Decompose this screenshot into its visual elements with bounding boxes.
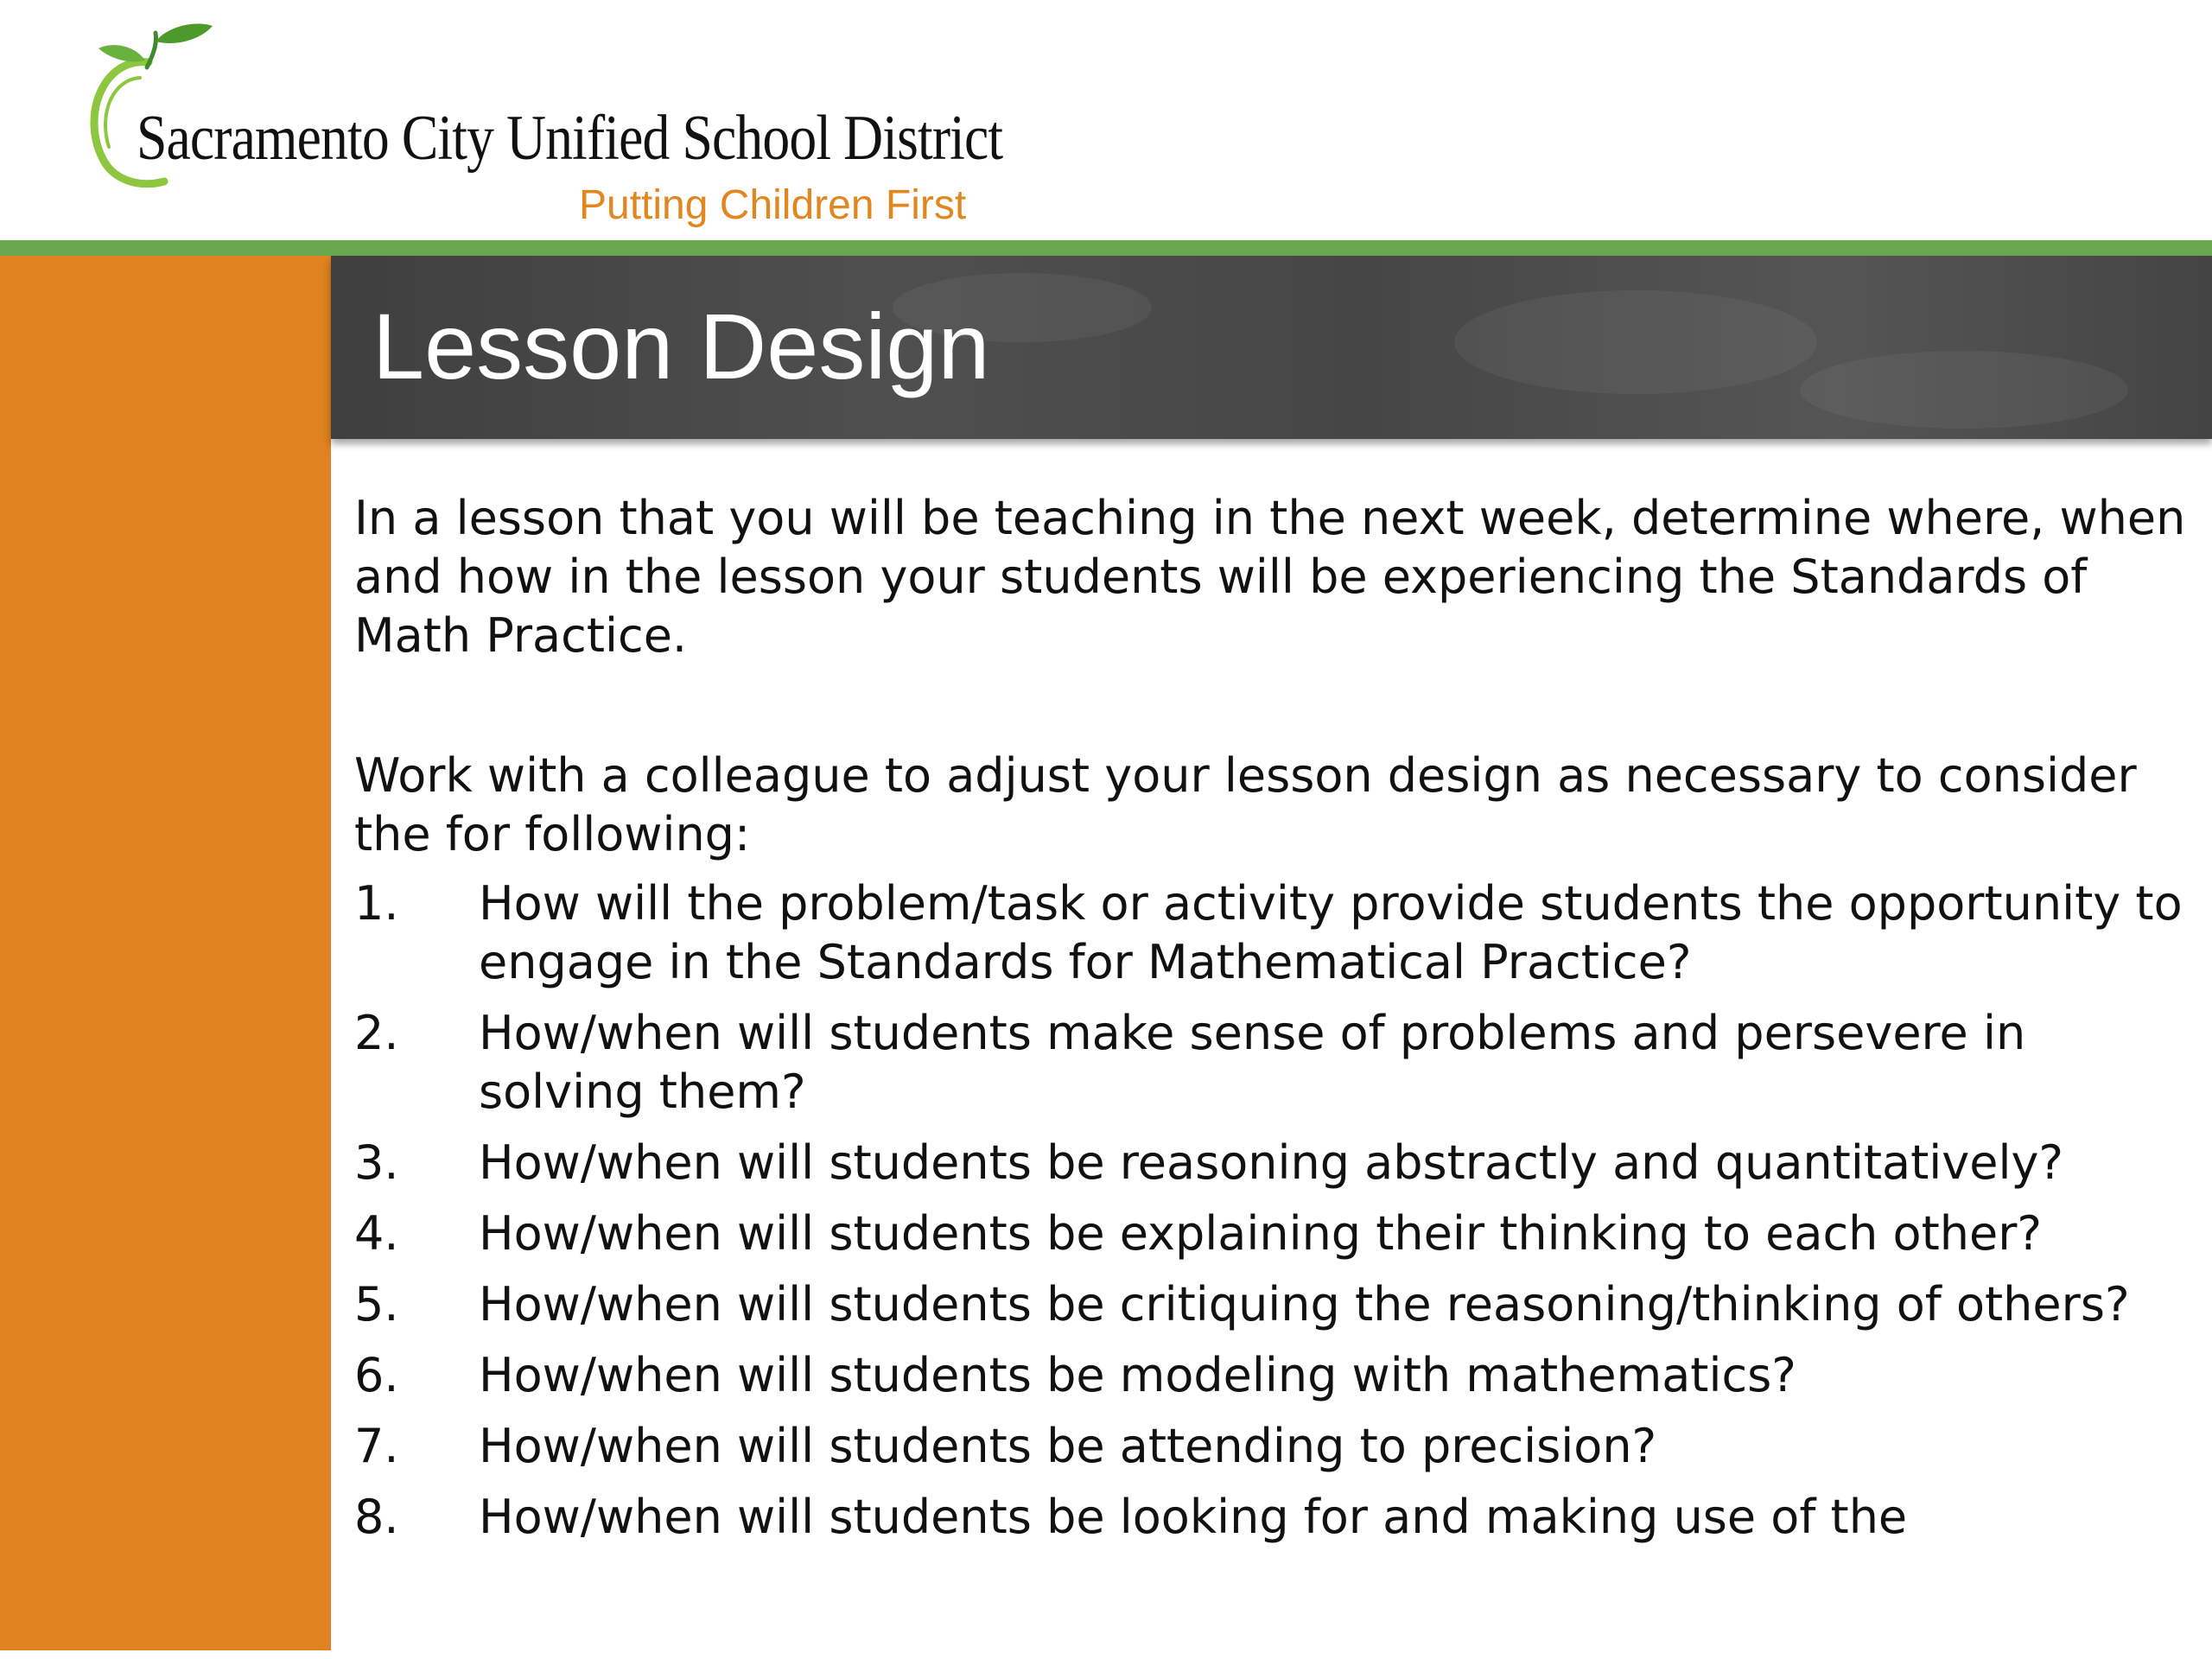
list-item [354, 1417, 2186, 1476]
title-band [331, 256, 2212, 439]
list-item [354, 874, 2186, 992]
list-item [354, 1134, 2186, 1192]
green-divider [0, 240, 2212, 256]
orange-sidebar [0, 256, 331, 1650]
list-item [354, 1488, 2186, 1547]
lead-paragraph: Work with a colleague to adjust your lesson design as necessary to consider the for following: [354, 748, 2137, 861]
list-item-text: How/when will students be critiquing the reasoning/thinking of others? [479, 1277, 2130, 1332]
list-item-number: 6. [354, 1348, 399, 1402]
list-item-number: 1. [354, 876, 399, 931]
slide-body [354, 489, 2186, 1559]
list-item-text: How/when will students be attending to precision? [479, 1419, 1657, 1473]
list-item-number: 5. [354, 1277, 399, 1332]
list-item-number: 8. [354, 1490, 399, 1544]
question-list [354, 874, 2186, 1547]
list-item-number: 2. [354, 1006, 399, 1060]
list-item [354, 1205, 2186, 1263]
list-item-number: 7. [354, 1419, 399, 1473]
district-logo [86, 19, 1037, 226]
list-item-text: How/when will students be explaining their thinking to each other? [479, 1206, 2043, 1261]
list-item-number: 4. [354, 1206, 399, 1261]
list-item-text: How/when will students be reasoning abstractly and quantitatively? [479, 1135, 2064, 1190]
list-item-text: How/when will students be modeling with mathematics? [479, 1348, 1796, 1402]
list-item [354, 1275, 2186, 1334]
district-name: Sacramento City Unified School District [137, 103, 1003, 174]
list-item-text: How/when will students make sense of problems and persevere in solving them? [479, 1006, 2026, 1119]
list-item [354, 1004, 2186, 1122]
slide-header [0, 0, 2212, 240]
list-item [354, 1346, 2186, 1405]
intro-paragraph: In a lesson that you will be teaching in the next week, determine where, when and how in the lesson your students will be experiencing the Standards of Math Practice. [354, 491, 2186, 663]
list-item-text: How/when will students be looking for and making use of the [479, 1490, 1908, 1544]
list-item-text: How will the problem/task or activity provide students the opportunity to engage in the Standards for Mathematical Practice? [479, 876, 2183, 989]
slide-title: Lesson Design [372, 294, 990, 398]
list-item-number: 3. [354, 1135, 399, 1190]
district-tagline: Putting Children First [579, 182, 967, 228]
